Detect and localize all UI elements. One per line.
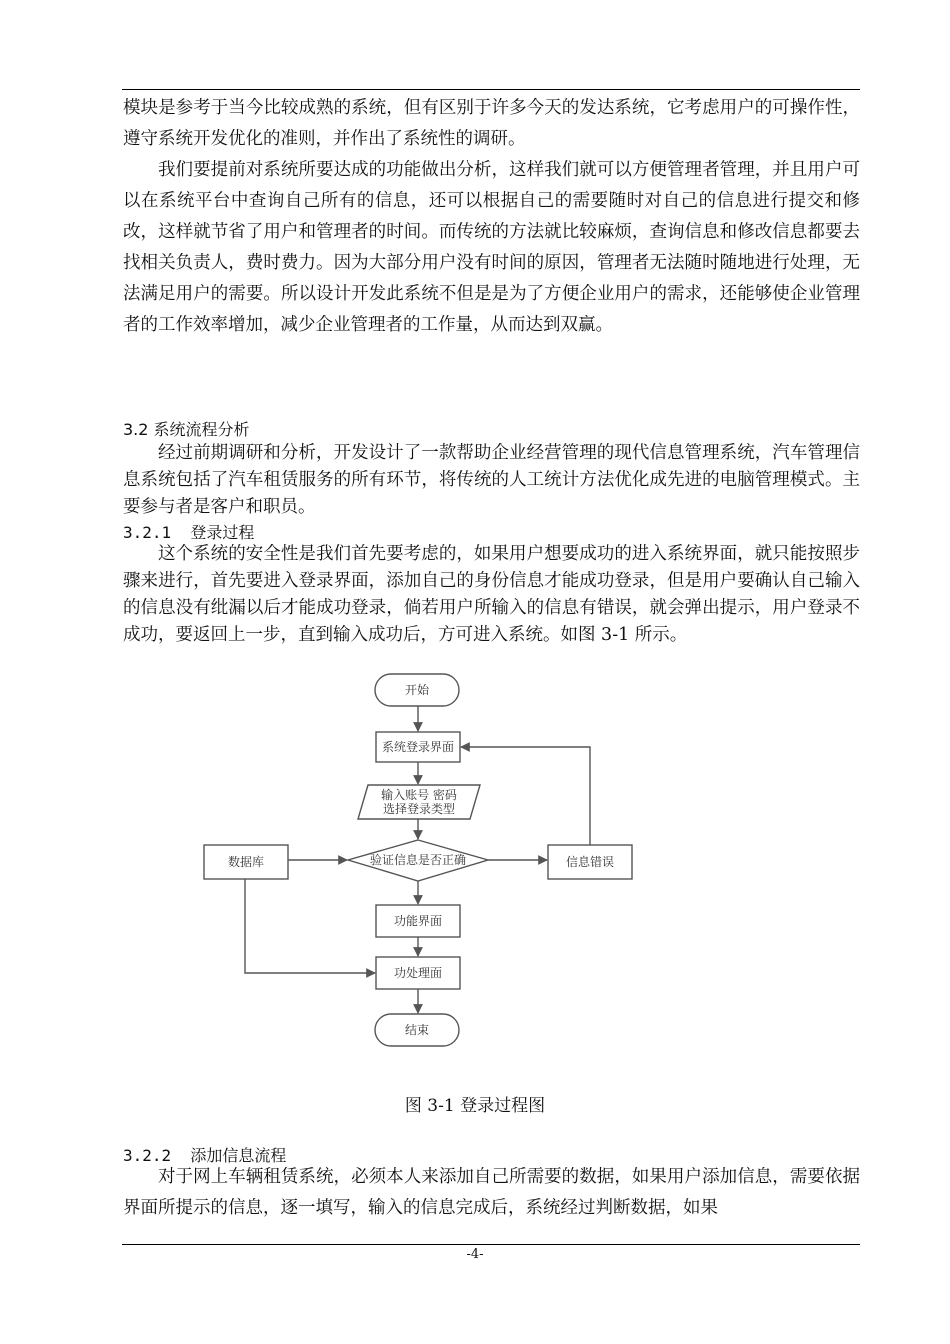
section-3-2-2-title: 3.2.2 添加信息流程 [123,1146,287,1165]
section-3-2-1-paragraph: 这个系统的安全性是我们首先要考虑的，如果用户想要成功的进入系统界面，就只能按照步骤来进行，首先要进入登录界面，添加自己的身份信息才能成功登录，但是用户要确认自己输入的信息没有纰漏以后才能成功登录，倘若用户所输入的信息有错误，就会弹出提示，用户登录不成功，要返回上一步，直到输入成功后，方可进入系统。如图 3-1 所示。 [123,544,860,645]
footer-rule [122,1244,860,1245]
start-label: 开始 [404,683,430,697]
arrow-error-to-login [461,747,590,845]
header-rule [122,89,860,90]
end-label: 结束 [404,1023,430,1037]
processing-label: 功处理面 [393,966,443,980]
continuation-paragraph: 模块是参考于当今比较成熟的系统，但有区别于许多今天的发达系统，它考虑用户的可操作性，遵守系统开发优化的准则，并作出了系统性的调研。 [123,98,860,149]
analysis-paragraph: 我们要提前对系统所要达成的功能做出分析，这样我们就可以方便管理者管理，并且用户可以在系统平台中查询自己所有的信息，还可以根据自己的需要随时对自己的信息进行提交和修改，这样就节省了用户和管理者的时间。而传统的方法就比较麻烦，查询信息和修改信息都要去找相关负责人，费时费力。因为大部分用户没有时间的原因，管理者无法随时随地进行处理，无法满足用户的需要。所以设计开发此系统不但是是为了方便企业用户的需求，还能够使企业管理者的工作效率增加，减少企业管理者的工作量，从而达到双赢。 [123,160,860,335]
login-screen-label: 系统登录界面 [381,740,455,754]
database-label: 数据库 [227,855,265,869]
input-label-line1: 输入账号 密码 [381,788,457,802]
arrow-database-to-processing [245,879,375,973]
page-number: -4- [466,1247,484,1262]
login-flowchart [190,668,650,1058]
section-3-2-paragraph: 经过前期调研和分析，开发设计了一款帮助企业经营管理的现代信息管理系统，汽车管理信息系统包括了汽车租赁服务的所有环节，将传统的人工统计方法优化成先进的电脑管理模式。主要参与者是客户和职员。 [123,443,860,517]
error-label: 信息错误 [565,855,615,869]
figure-caption: 图 3-1 登录过程图 [404,1096,546,1116]
decision-label: 验证信息是否正确 [369,853,467,867]
function-screen-label: 功能界面 [393,914,443,928]
section-3-2-1-title: 3.2.1 登录过程 [123,523,255,542]
input-label-line2: 选择登录类型 [382,802,456,816]
section-3-2-2-paragraph: 对于网上车辆租赁系统，必须本人来添加自己所需要的数据，如果用户添加信息，需要依据界面所提示的信息，逐一填写，输入的信息完成后，系统经过判断数据，如果 [123,1167,860,1218]
section-3-2-title: 3.2 系统流程分析 [123,420,250,439]
